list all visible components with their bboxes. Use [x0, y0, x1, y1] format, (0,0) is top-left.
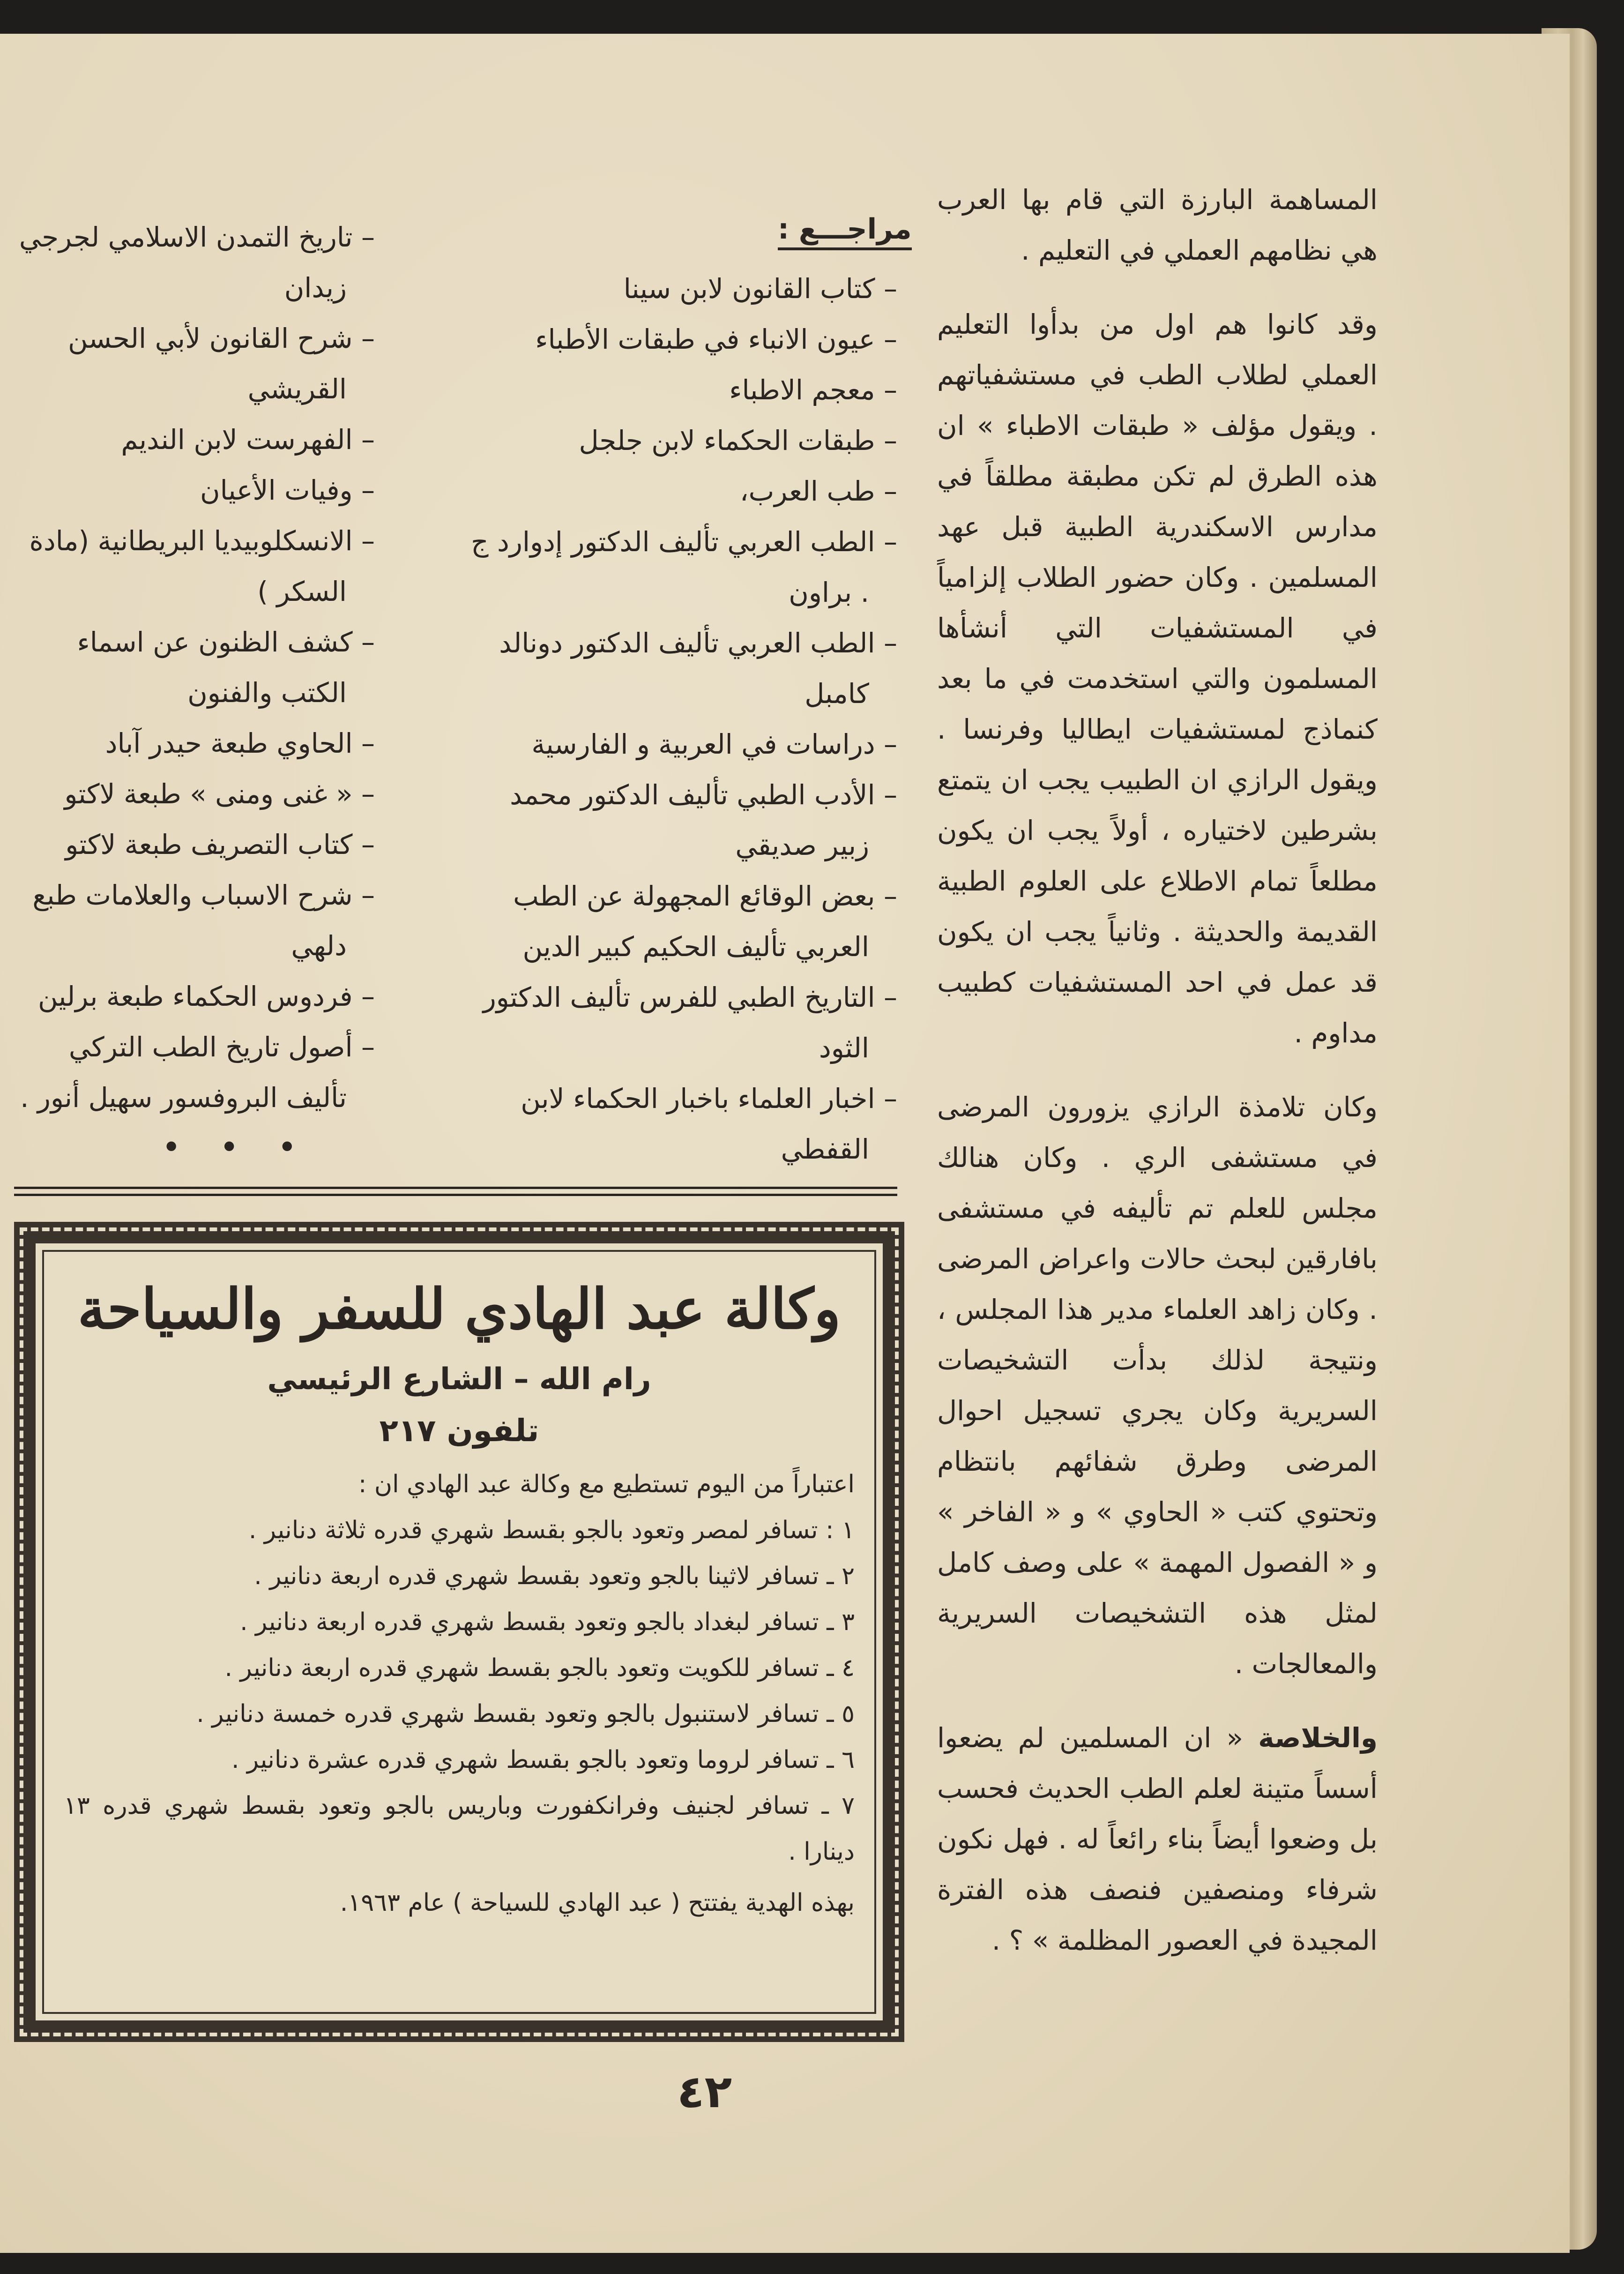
reference-item: – « غنى ومنى » طبعة لاكتو [64, 778, 375, 810]
reference-item: – شرح القانون لأبي الحسن القريشي [68, 322, 375, 405]
reference-item: – الفهرست لابن النديم [121, 424, 375, 456]
offer-item: ٥ ـ تسافر لاستنبول بالجو وتعود بقسط شهري قدره خمسة دنانير . [196, 1700, 855, 1728]
end-mark: • • • [162, 1128, 311, 1167]
reference-item: – اخبار العلماء باخبار الحكماء لابن القفطي [521, 1083, 897, 1165]
reference-item: – كتاب القانون لابن سينا [623, 273, 897, 305]
reference-item: – عيون الانباء في طبقات الأطباء [535, 323, 897, 355]
advertisement-address: رام الله – الشارع الرئيسي [267, 1362, 651, 1397]
reference-item: – الطب العربي تأليف الدكتور إدوارد ج . براون [471, 526, 897, 608]
reference-item: – شرح الاسباب والعلامات طبع دلهي [32, 879, 375, 962]
advertisement-offers [64, 1461, 855, 1875]
advertisement-footer: بهذه الهدية يفتتح ( عبد الهادي للسياحة ) عام ١٩٦٣. [340, 1889, 855, 1917]
reference-item: – دراسات في العربية و الفارسية [531, 728, 897, 760]
references-heading: مراجـــع : [778, 213, 912, 250]
travel-agency-advertisement [14, 1222, 904, 2042]
offer-item: ٤ ـ تسافر للكويت وتعود بالجو بقسط شهري قدره اربعة دنانير . [224, 1654, 855, 1682]
offer-item: ٧ ـ تسافر لجنيف وفرانكفورت وباريس بالجو وتعود بقسط شهري قدره ١٣ دينارا . [64, 1792, 855, 1866]
offer-item: ٣ ـ تسافر لبغداد بالجو وتعود بقسط شهري قدره اربعة دنانير . [240, 1608, 855, 1636]
offer-item: ١ : تسافر لمصر وتعود بالجو بقسط شهري قدره ثلاثة دنانير . [248, 1516, 855, 1544]
reference-item: – الحاوي طبعة حيدر آباد [105, 727, 375, 759]
reference-item: – الطب العربي تأليف الدكتور دونالد كامبل [499, 627, 897, 710]
reference-item: – الأدب الطبي تأليف الدكتور محمد زبير صديقي [510, 779, 897, 861]
reference-item: – الانسكلوبيديا البريطانية (مادة السكر ) [29, 525, 375, 607]
conclusion-text: « ان المسلمين لم يضعوا أسساً متينة لعلم الطب الحديث فحسب بل وضعوا أيضاً بناء رائعاً له . فهل نكون شرفاء ومنصفين فنصف هذه الفترة المجيدة في العصور المظلمة » ؟ . [937, 1722, 1378, 1956]
reference-item: – كتاب التصريف طبعة لاكتو [65, 829, 375, 860]
reference-item: – بعض الوقائع المجهولة عن الطب العربي تأليف الحكيم كبير الدين [513, 880, 897, 963]
advertisement-phone: تلفون ٢١٧ [379, 1413, 539, 1449]
magazine-page [0, 34, 1570, 2253]
divider-rule [14, 1194, 897, 1196]
advertisement-intro: اعتباراً من اليوم تستطيع مع وكالة عبد الهادي ان : [358, 1470, 855, 1498]
offer-item: ٢ ـ تسافر لاثينا بالجو وتعود بقسط شهري قدره اربعة دنانير . [254, 1562, 855, 1590]
paragraph-3: وكان تلامذة الرازي يزورون المرضى في مستشفى الري . وكان هنالك مجلس للعلم تم تأليفه في مستشفى بافارقين لبحث حالات واعراض المرضى . وكان زاهد العلماء مدير هذا المجلس ، ونتيجة لذلك بدأت التشخيصات السريرية وكان يجري تسجيل احوال المرضى وطرق شفائهم بانتظام وتحتوي كتب « الحاوي » و « الفاخر » و « الفصول المهمة » على وصف كامل لمثل هذه التشخيصات السريرية والمعالجات . [937, 1091, 1378, 1680]
references-column-b [12, 212, 375, 1123]
reference-item: – معجم الاطباء [729, 374, 897, 406]
reference-item: – طبقات الحكماء لابن جلجل [579, 425, 897, 456]
reference-item: – وفيات الأعيان [200, 474, 375, 506]
reference-item: – تاريخ التمدن الاسلامي لجرجي زيدان [19, 221, 375, 304]
paragraph-2: وقد كانوا هم اول من بدأوا التعليم العملي لطلاب الطب في مستشفياتهم . ويقول مؤلف « طبقات الاطباء » ان هذه الطرق لم تكن مطبقة مطلقاً في مدارس الاسكندرية الطبية قبل عهد المسلمين . وكان حضور الطلاب إلزامياً في المستشفيات التي أنشأها المسلمون والتي استخدمت في ما بعد كنماذج لمستشفيات ايطاليا وفرنسا . ويقول الرازي ان الطبيب يجب ان يتمتع بشرطين لاختياره ، أولاً يجب ان يكون مطلعاً تمام الاطلاع على العلوم الطبية القديمة والحديثة . وثانياً يجب ان يكون قد عمل في احد المستشفيات كطبيب مداوم . [937, 308, 1378, 1049]
divider-rule [14, 1187, 897, 1189]
advertisement-content [64, 1269, 855, 2002]
reference-item: – أصول تاريخ الطب التركي تأليف البروفسور سهيل أنور . [20, 1031, 375, 1114]
conclusion-paragraph [937, 1713, 1378, 1966]
advertisement-title: وكالة عبد الهادي للسفر والسياحة [77, 1276, 841, 1341]
article-column [937, 174, 1378, 1989]
paragraph-1: المساهمة البارزة التي قام بها العرب هي نظامهم العملي في التعليم . [937, 184, 1378, 266]
reference-item: – كشف الظنون عن اسماء الكتب والفنون [77, 626, 375, 709]
conclusion-label: والخلاصة [1258, 1722, 1378, 1754]
offer-item: ٦ ـ تسافر لروما وتعود بالجو بقسط شهري قدره عشرة دنانير . [231, 1746, 855, 1774]
reference-item: – طب العرب، [739, 475, 897, 507]
reference-item: – التاريخ الطبي للفرس تأليف الدكتور الثود [483, 981, 897, 1064]
reference-item: – فردوس الحكماء طبعة برلين [37, 980, 375, 1012]
references-column-a [462, 263, 897, 1174]
page-number: ٤٢ [677, 2065, 732, 2118]
